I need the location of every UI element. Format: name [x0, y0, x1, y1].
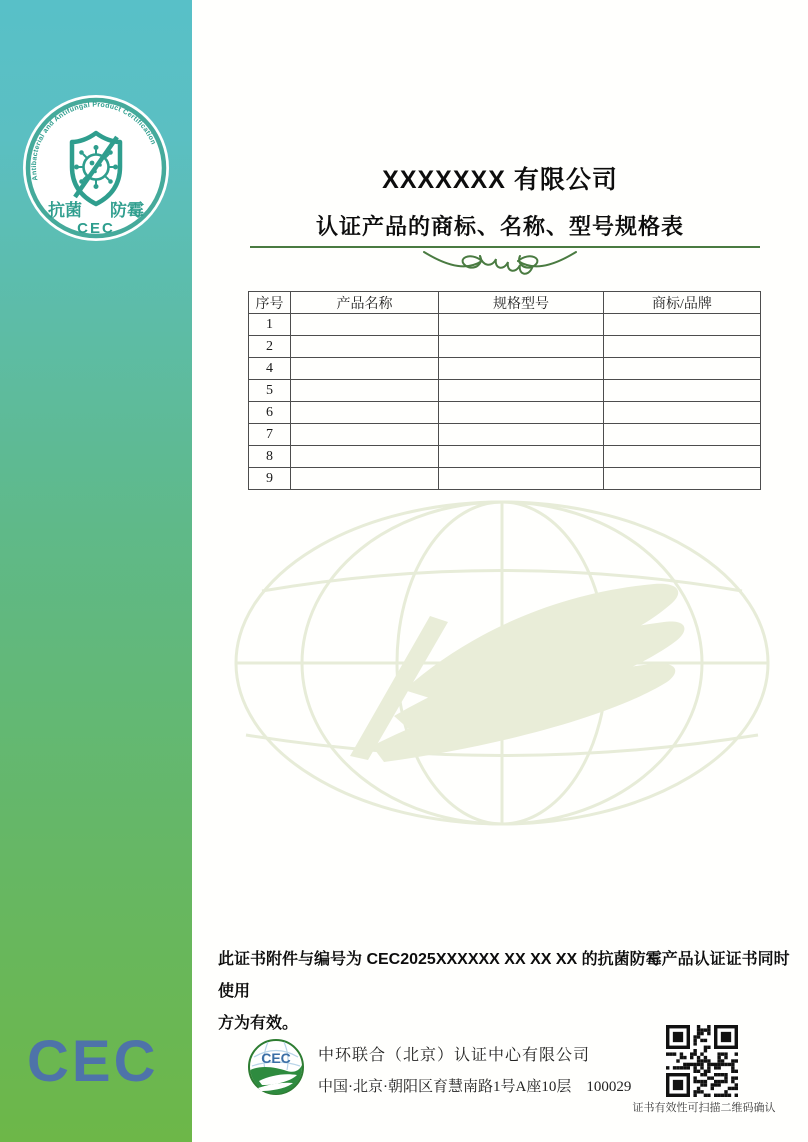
- row-number-cell: 8: [249, 446, 291, 468]
- product-name-cell: [291, 358, 439, 380]
- col-header-spec-model: 规格型号: [439, 292, 604, 314]
- main-content: [192, 0, 808, 1142]
- validity-notice-line2: 方为有效。: [218, 1015, 299, 1032]
- spec-model-cell: [439, 468, 604, 490]
- spec-model-cell: [439, 314, 604, 336]
- product-name-cell: [291, 468, 439, 490]
- row-number-cell: 2: [249, 336, 291, 358]
- product-name-cell: [291, 446, 439, 468]
- qr-code: [666, 1025, 738, 1097]
- table-row: [249, 402, 761, 424]
- cec-org-logo-icon: [247, 1036, 305, 1098]
- col-header-brand: 商标/品牌: [604, 292, 761, 314]
- row-number-cell: 1: [249, 314, 291, 336]
- row-number-cell: 5: [249, 380, 291, 402]
- footer-logo-cec-text: CEC: [261, 1050, 291, 1066]
- table-row: [249, 380, 761, 402]
- brand-cell: [604, 358, 761, 380]
- spec-model-cell: [439, 402, 604, 424]
- product-name-cell: [291, 402, 439, 424]
- table-row: [249, 336, 761, 358]
- brand-cell: [604, 446, 761, 468]
- col-header-product-name: 产品名称: [291, 292, 439, 314]
- product-name-cell: [291, 380, 439, 402]
- row-number-cell: 4: [249, 358, 291, 380]
- brand-cell: [604, 336, 761, 358]
- col-header-index: 序号: [249, 292, 291, 314]
- company-name-title: XXXXXXX 有限公司: [382, 166, 618, 194]
- table-header-row: [249, 292, 761, 314]
- brand-cell: [604, 468, 761, 490]
- gradient-sidebar: [0, 0, 192, 1142]
- validity-notice-line1: 此证书附件与编号为 CEC2025XXXXXX XX XX XX 的抗菌防霉产品认证证书同时使用: [218, 951, 790, 1000]
- footer-org-name: 中环联合（北京）认证中心有限公司: [318, 1047, 591, 1064]
- product-name-cell: [291, 314, 439, 336]
- certification-badge: [20, 92, 172, 244]
- table-row: [249, 446, 761, 468]
- badge-arc-text: Antibacterial and Antifungal Product Certification: [30, 101, 157, 182]
- product-name-cell: [291, 424, 439, 446]
- spec-model-cell: [439, 380, 604, 402]
- product-spec-table: [248, 291, 761, 490]
- brand-cell: [604, 402, 761, 424]
- document-title: 认证产品的商标、名称、型号规格表: [315, 214, 684, 239]
- flourish-ornament-icon: [420, 244, 580, 276]
- certification-badge-icon: [20, 92, 172, 244]
- spec-model-cell: [439, 446, 604, 468]
- globe-watermark-icon: [232, 498, 772, 828]
- table-row: [249, 424, 761, 446]
- table-row: [249, 314, 761, 336]
- badge-label-antibacterial: 抗菌: [48, 201, 82, 220]
- spec-model-cell: [439, 336, 604, 358]
- table-row: [249, 358, 761, 380]
- badge-label-antifungal: 防霉: [110, 201, 144, 220]
- row-number-cell: 7: [249, 424, 291, 446]
- spec-model-cell: [439, 358, 604, 380]
- qr-caption: 证书有效性可扫描二维码确认: [632, 1102, 776, 1114]
- cec-wordmark: CEC: [27, 1029, 159, 1094]
- product-name-cell: [291, 336, 439, 358]
- row-number-cell: 9: [249, 468, 291, 490]
- brand-cell: [604, 424, 761, 446]
- brand-cell: [604, 314, 761, 336]
- table-row: [249, 468, 761, 490]
- footer-address: 中国·北京·朝阳区育慧南路1号A座10层 100029: [318, 1079, 632, 1095]
- row-number-cell: 6: [249, 402, 291, 424]
- spec-model-cell: [439, 424, 604, 446]
- brand-cell: [604, 380, 761, 402]
- badge-cec-text: CEC: [77, 220, 115, 237]
